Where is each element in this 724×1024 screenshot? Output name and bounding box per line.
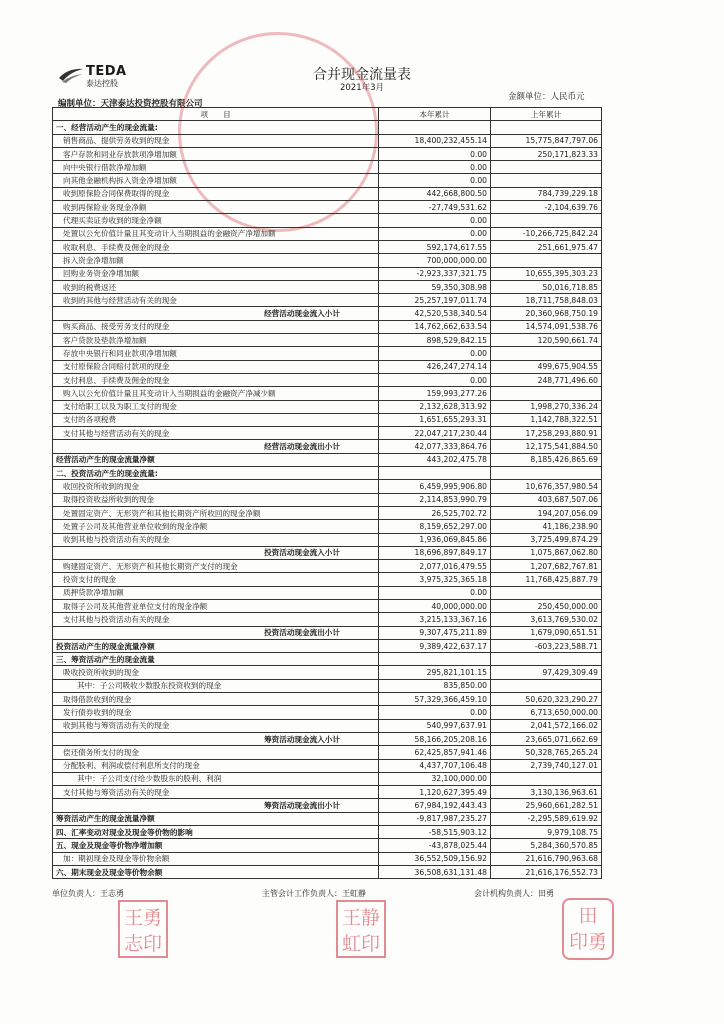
row-current-value: 3,975,325,365.18	[379, 573, 491, 586]
table-row	[53, 254, 602, 267]
row-current-value: 2,132,628,313.92	[379, 400, 491, 413]
row-item-label: 购建固定资产、无形资产和其他长期资产支付的现金	[53, 560, 379, 573]
row-previous-value: 15,775,847,797.06	[491, 134, 602, 147]
row-previous-value: 499,675,904.55	[491, 360, 602, 373]
row-current-value	[379, 467, 491, 480]
row-item-label: 经营活动产生的现金流量净额	[53, 453, 379, 466]
statement-period: 2021年3月	[339, 83, 385, 93]
table-row	[53, 679, 602, 692]
row-current-value: 26,525,702.72	[379, 506, 491, 519]
table-row	[53, 187, 602, 200]
row-previous-value: 5,284,360,570.85	[491, 839, 602, 852]
row-previous-value: 3,130,136,963.61	[491, 786, 602, 799]
row-current-value: 159,993,277.26	[379, 387, 491, 400]
row-previous-value: 14,574,091,538.76	[491, 320, 602, 333]
table-row	[53, 839, 602, 852]
row-previous-value	[491, 586, 602, 599]
row-previous-value: 21,616,790,963.68	[491, 852, 602, 865]
table-row	[53, 373, 602, 386]
table-row	[53, 360, 602, 373]
row-item-label: 购买商品、接受劳务支付的现金	[53, 320, 379, 333]
table-row	[53, 586, 602, 599]
row-item-label: 三、筹资活动产生的现金流量	[53, 653, 379, 666]
row-current-value: 0.00	[379, 373, 491, 386]
row-current-value: 0.00	[379, 706, 491, 719]
row-current-value: 1,936,069,845.86	[379, 533, 491, 546]
row-current-value: 6,459,995,906.80	[379, 480, 491, 493]
row-current-value	[379, 653, 491, 666]
table-row	[53, 826, 602, 839]
table-row	[53, 746, 602, 759]
legal-representative: 单位负责人：王志勇	[52, 889, 124, 898]
table-row	[53, 134, 602, 147]
table-row	[53, 320, 602, 333]
reporting-entity: 编制单位：天津泰达投资控股有限公司	[58, 99, 203, 109]
table-row	[53, 387, 602, 400]
row-previous-value: -603,223,588.71	[491, 639, 602, 652]
row-item-label: 收回投资所收到的现金	[53, 480, 379, 493]
table-row	[53, 533, 602, 546]
row-item-label: 分配股利、利润或偿付利息所支付的现金	[53, 759, 379, 772]
row-previous-value: 8,185,426,865.69	[491, 453, 602, 466]
row-current-value: 0.00	[379, 161, 491, 174]
row-previous-value: 50,016,718.85	[491, 280, 602, 293]
row-current-value: 1,120,627,395.49	[379, 786, 491, 799]
row-previous-value: 1,142,788,322.51	[491, 413, 602, 426]
table-row	[53, 334, 602, 347]
row-current-value: 443,202,475.78	[379, 453, 491, 466]
row-current-value: 8,159,652,297.00	[379, 520, 491, 533]
row-previous-value: 25,960,661,282.51	[491, 799, 602, 812]
row-item-label: 经营活动现金流入小计	[53, 307, 379, 320]
row-item-label: 收取利息、手续费及佣金的现金	[53, 240, 379, 253]
row-item-label: 支付原保险合同赔付款项的现金	[53, 360, 379, 373]
row-previous-value: 194,207,056.09	[491, 506, 602, 519]
row-previous-value: 1,998,270,336.24	[491, 400, 602, 413]
row-item-label: 发行债券收到的现金	[53, 706, 379, 719]
chief-accountant: 主管会计工作负责人：王虹静	[262, 889, 366, 898]
row-item-label: 收到的其他与经营活动有关的现金	[53, 294, 379, 307]
row-current-value: 42,077,333,864.76	[379, 440, 491, 453]
table-body	[53, 121, 602, 879]
row-item-label: 向其他金融机构拆入资金净增加额	[53, 174, 379, 187]
row-item-label: 取得借款收到的现金	[53, 693, 379, 706]
currency-unit: 金额单位：人民币元	[508, 92, 585, 102]
row-previous-value: 251,661,975.47	[491, 240, 602, 253]
row-previous-value: -10,266,725,842.24	[491, 227, 602, 240]
column-header-item: 项 目	[53, 108, 379, 121]
row-item-label: 六、期末现金及现金等价物余额	[53, 865, 379, 878]
row-current-value: 62,425,857,941.46	[379, 746, 491, 759]
table-row	[53, 732, 602, 745]
table-row	[53, 626, 602, 639]
row-previous-value: 1,075,867,062.80	[491, 546, 602, 559]
row-previous-value: 1,679,090,651.51	[491, 626, 602, 639]
table-row	[53, 573, 602, 586]
row-item-label: 购入以公允价值计量且其变动计入当期损益的金融资产净减少额	[53, 387, 379, 400]
table-row	[53, 719, 602, 732]
table-row	[53, 294, 602, 307]
row-item-label: 支付其他与经营活动有关的现金	[53, 427, 379, 440]
table-row	[53, 161, 602, 174]
row-item-label: 质押贷款净增加额	[53, 586, 379, 599]
row-previous-value: 120,590,661.74	[491, 334, 602, 347]
table-row	[53, 560, 602, 573]
table-row	[53, 693, 602, 706]
row-current-value: 57,329,366,459.10	[379, 693, 491, 706]
row-previous-value: 21,616,176,552.73	[491, 865, 602, 878]
row-item-label: 收到的税费返还	[53, 280, 379, 293]
row-item-label: 拆入资金净增加额	[53, 254, 379, 267]
seal-chief-accountant: 王静 虹印	[336, 900, 386, 958]
row-item-label: 支付利息、手续费及佣金的现金	[53, 373, 379, 386]
row-previous-value: -2,104,639.76	[491, 201, 602, 214]
table-row	[53, 799, 602, 812]
row-item-label: 偿还债务所支付的现金	[53, 746, 379, 759]
row-item-label: 收到再保险业务现金净额	[53, 201, 379, 214]
row-current-value: -27,749,531.62	[379, 201, 491, 214]
row-item-label: 一、经营活动产生的现金流量:	[53, 121, 379, 134]
row-previous-value	[491, 387, 602, 400]
row-previous-value	[491, 174, 602, 187]
row-item-label: 四、汇率变动对现金及现金等价物的影响	[53, 826, 379, 839]
row-current-value: 0.00	[379, 214, 491, 227]
table-row	[53, 772, 602, 785]
row-previous-value: -2,295,589,619.92	[491, 812, 602, 825]
row-current-value: 0.00	[379, 174, 491, 187]
row-item-label: 投资活动产生的现金流量净额	[53, 639, 379, 652]
row-item-label: 取得子公司及其他营业单位支付的现金净额	[53, 599, 379, 612]
row-current-value: -58,515,903.12	[379, 826, 491, 839]
row-item-label: 经营活动现金流出小计	[53, 440, 379, 453]
row-item-label: 支付的各项税费	[53, 413, 379, 426]
table-row	[53, 280, 602, 293]
row-previous-value: 2,739,740,127.01	[491, 759, 602, 772]
row-current-value: 59,350,308.98	[379, 280, 491, 293]
statement-title: 合并现金流量表	[313, 67, 411, 83]
row-item-label: 支付给职工以及为职工支付的现金	[53, 400, 379, 413]
row-current-value: 40,000,000.00	[379, 599, 491, 612]
row-current-value: -9,817,987,235.27	[379, 812, 491, 825]
column-header-current: 本年累计	[379, 108, 491, 121]
table-row	[53, 786, 602, 799]
table-row	[53, 214, 602, 227]
row-item-label: 筹资活动现金流出小计	[53, 799, 379, 812]
row-current-value: 58,166,205,208.16	[379, 732, 491, 745]
row-previous-value	[491, 653, 602, 666]
row-item-label: 收到其他与投资活动有关的现金	[53, 533, 379, 546]
row-current-value: 700,000,000.00	[379, 254, 491, 267]
table-row	[53, 812, 602, 825]
table-row	[53, 599, 602, 612]
row-current-value: 2,114,853,990.79	[379, 493, 491, 506]
table-row	[53, 347, 602, 360]
row-item-label: 吸收投资所收到的现金	[53, 666, 379, 679]
table-row	[53, 480, 602, 493]
row-previous-value	[491, 161, 602, 174]
row-previous-value: 248,771,496.60	[491, 373, 602, 386]
row-previous-value: 12,175,541,884.50	[491, 440, 602, 453]
row-previous-value: 18,711,758,848.03	[491, 294, 602, 307]
table-row	[53, 174, 602, 187]
row-previous-value	[491, 772, 602, 785]
table-row	[53, 506, 602, 519]
table-row	[53, 147, 602, 160]
row-previous-value: 3,725,499,874.29	[491, 533, 602, 546]
row-current-value: 14,762,662,633.54	[379, 320, 491, 333]
row-previous-value: 50,620,323,290.27	[491, 693, 602, 706]
row-item-label: 处置固定资产、无形资产和其他长期资产所收回的现金净额	[53, 506, 379, 519]
table-row	[53, 413, 602, 426]
row-previous-value: 3,613,769,530.02	[491, 613, 602, 626]
row-current-value: 540,997,637.91	[379, 719, 491, 732]
row-item-label: 回购业务资金净增加额	[53, 267, 379, 280]
row-previous-value: 6,713,650,000.00	[491, 706, 602, 719]
row-previous-value: 784,739,229.18	[491, 187, 602, 200]
row-previous-value: 250,171,823.33	[491, 147, 602, 160]
table-row	[53, 613, 602, 626]
row-item-label: 投资活动现金流入小计	[53, 546, 379, 559]
row-current-value: -43,878,025.44	[379, 839, 491, 852]
row-previous-value: 50,328,765,265.24	[491, 746, 602, 759]
row-previous-value: 250,450,000.00	[491, 599, 602, 612]
row-current-value: 18,696,897,849.17	[379, 546, 491, 559]
row-item-label: 投资活动现金流出小计	[53, 626, 379, 639]
row-previous-value	[491, 679, 602, 692]
seal-accounting-head: 田 印勇	[562, 898, 614, 960]
seal-legal-representative: 王勇 志印	[118, 900, 168, 958]
row-current-value: 18,400,232,455.14	[379, 134, 491, 147]
row-previous-value: 10,676,357,980.54	[491, 480, 602, 493]
row-previous-value	[491, 347, 602, 360]
row-current-value: 9,389,422,637.17	[379, 639, 491, 652]
row-item-label: 处置子公司及其他营业单位收到的现金净额	[53, 520, 379, 533]
row-current-value: 36,552,509,156.92	[379, 852, 491, 865]
row-current-value: 4,437,707,106.48	[379, 759, 491, 772]
row-item-label: 支付其他与投资活动有关的现金	[53, 613, 379, 626]
table-row	[53, 267, 602, 280]
row-previous-value: 20,360,968,750.19	[491, 307, 602, 320]
row-current-value: 835,850.00	[379, 679, 491, 692]
row-item-label: 收到其他与筹资活动有关的现金	[53, 719, 379, 732]
accounting-head: 会计机构负责人：田勇	[474, 889, 554, 898]
table-row	[53, 520, 602, 533]
row-current-value: 0.00	[379, 227, 491, 240]
table-row	[53, 227, 602, 240]
cash-flow-table	[52, 107, 602, 879]
table-row	[53, 865, 602, 878]
row-item-label: 销售商品、提供劳务收到的现金	[53, 134, 379, 147]
logo-text-en: TEDA	[86, 64, 127, 79]
row-current-value: 32,100,000.00	[379, 772, 491, 785]
table-row	[53, 440, 602, 453]
row-current-value: -2,923,337,321.75	[379, 267, 491, 280]
table-row	[53, 453, 602, 466]
row-current-value: 0.00	[379, 586, 491, 599]
row-previous-value: 2,041,572,166.02	[491, 719, 602, 732]
table-row	[53, 666, 602, 679]
column-header-previous: 上年累计	[491, 108, 602, 121]
row-item-label: 收到原保险合同保费取得的现金	[53, 187, 379, 200]
table-header-row	[53, 108, 602, 121]
row-previous-value	[491, 214, 602, 227]
row-item-label: 处置以公允价值计量且其变动计入当期损益的金融资产净增加额	[53, 227, 379, 240]
row-current-value: 295,821,101.15	[379, 666, 491, 679]
table-row	[53, 639, 602, 652]
row-previous-value: 1,207,682,767.81	[491, 560, 602, 573]
row-previous-value: 10,655,395,303.23	[491, 267, 602, 280]
row-item-label: 取得投资收益所收到的现金	[53, 493, 379, 506]
row-item-label: 投资支付的现金	[53, 573, 379, 586]
row-current-value: 67,984,192,443.43	[379, 799, 491, 812]
row-previous-value: 97,429,309.49	[491, 666, 602, 679]
table-row	[53, 307, 602, 320]
row-item-label: 加：期初现金及现金等价物余额	[53, 852, 379, 865]
row-item-label: 存放中央银行和同业款项净增加额	[53, 347, 379, 360]
row-current-value: 592,174,617.55	[379, 240, 491, 253]
row-item-label: 向中央银行借款净增加额	[53, 161, 379, 174]
row-previous-value: 17,258,293,880.91	[491, 427, 602, 440]
row-current-value: 9,307,475,211.89	[379, 626, 491, 639]
table-row	[53, 400, 602, 413]
row-item-label: 其中：子公司吸收少数股东投资收到的现金	[53, 679, 379, 692]
row-previous-value: 41,186,238.90	[491, 520, 602, 533]
row-current-value: 42,520,538,340.54	[379, 307, 491, 320]
row-current-value: 442,668,800.50	[379, 187, 491, 200]
table-row	[53, 493, 602, 506]
table-row	[53, 121, 602, 134]
logo-text-cn: 泰达控股	[86, 79, 118, 88]
row-current-value: 25,257,197,011.74	[379, 294, 491, 307]
row-current-value: 36,508,631,131.48	[379, 865, 491, 878]
row-item-label: 筹资活动产生的现金流量净额	[53, 812, 379, 825]
row-item-label: 筹资活动现金流入小计	[53, 732, 379, 745]
row-current-value: 1,651,655,293.31	[379, 413, 491, 426]
row-item-label: 客户贷款及垫款净增加额	[53, 334, 379, 347]
row-current-value: 3,215,133,367.16	[379, 613, 491, 626]
row-current-value: 898,529,842.15	[379, 334, 491, 347]
table-row	[53, 653, 602, 666]
table-row	[53, 759, 602, 772]
row-item-label: 支付其他与筹资活动有关的现金	[53, 786, 379, 799]
table-row	[53, 706, 602, 719]
row-item-label: 二、投资活动产生的现金流量:	[53, 467, 379, 480]
table-row	[53, 201, 602, 214]
table-row	[53, 852, 602, 865]
row-current-value	[379, 121, 491, 134]
row-previous-value: 23,665,071,662.69	[491, 732, 602, 745]
row-previous-value	[491, 121, 602, 134]
row-previous-value	[491, 467, 602, 480]
row-current-value: 0.00	[379, 347, 491, 360]
row-previous-value: 11,768,425,887.79	[491, 573, 602, 586]
row-previous-value	[491, 254, 602, 267]
table-row	[53, 427, 602, 440]
row-current-value: 2,077,016,479.55	[379, 560, 491, 573]
row-item-label: 五、现金及现金等价物净增加额	[53, 839, 379, 852]
table-row	[53, 467, 602, 480]
table-row	[53, 546, 602, 559]
row-current-value: 22,047,217,230.44	[379, 427, 491, 440]
row-item-label: 代理买卖证券收到的现金净额	[53, 214, 379, 227]
row-current-value: 426,247,274.14	[379, 360, 491, 373]
row-item-label: 其中：子公司支付给少数股东的股利、利润	[53, 772, 379, 785]
row-previous-value: 9,979,108.75	[491, 826, 602, 839]
row-current-value: 0.00	[379, 147, 491, 160]
row-item-label: 客户存款和同业存放款项净增加额	[53, 147, 379, 160]
table-row	[53, 240, 602, 253]
row-previous-value: 403,687,507.06	[491, 493, 602, 506]
